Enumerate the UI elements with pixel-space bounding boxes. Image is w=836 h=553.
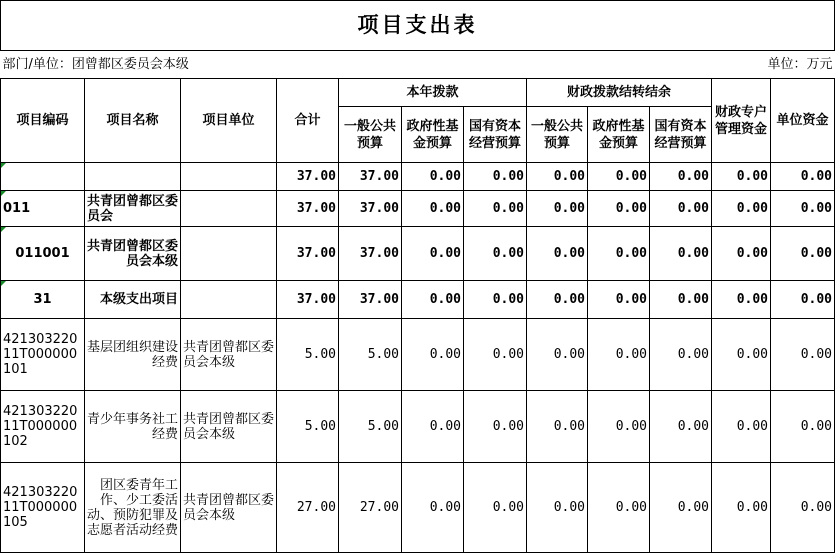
table-row [1, 163, 835, 191]
header-carry-state-capital: 国有资本经营预算 [650, 107, 712, 163]
amount-cell: 0.00 [527, 391, 588, 463]
amount-cell: 0.00 [650, 319, 712, 391]
amount-cell: 0.00 [527, 163, 588, 191]
project-unit-cell: 共青团曾都区委员会本级 [181, 463, 277, 553]
table-row [1, 281, 835, 319]
amount-cell: 0.00 [650, 163, 712, 191]
table-row [1, 191, 835, 227]
table-body [1, 163, 835, 553]
amount-cell: 0.00 [588, 391, 650, 463]
project-code-cell: 011 [1, 191, 85, 227]
amount-cell: 0.00 [464, 191, 527, 227]
project-code-cell: 42130322011T000000101 [1, 319, 85, 391]
header-unit: 项目单位 [181, 79, 277, 163]
amount-cell: 0.00 [650, 281, 712, 319]
header-gov-fund: 政府性基金预算 [402, 107, 464, 163]
project-unit-cell: 共青团曾都区委员会本级 [181, 319, 277, 391]
amount-cell: 0.00 [588, 191, 650, 227]
amount-cell: 5.00 [339, 319, 402, 391]
project-unit-cell [181, 163, 277, 191]
amount-cell: 0.00 [771, 163, 835, 191]
header-name: 项目名称 [85, 79, 181, 163]
header-code: 项目编码 [1, 79, 85, 163]
header-carry-general: 一般公共预算 [527, 107, 588, 163]
header-carry-gov-fund: 政府性基金预算 [588, 107, 650, 163]
header-total: 合计 [277, 79, 339, 163]
amount-cell: 0.00 [464, 163, 527, 191]
amount-cell: 37.00 [339, 227, 402, 281]
amount-cell: 0.00 [712, 319, 771, 391]
amount-cell: 0.00 [650, 391, 712, 463]
amount-cell: 0.00 [712, 191, 771, 227]
header-carry-group: 财政拨款结转结余 [527, 79, 712, 107]
amount-cell: 0.00 [712, 163, 771, 191]
project-unit-cell [181, 227, 277, 281]
amount-cell: 0.00 [464, 281, 527, 319]
table-row [1, 319, 835, 391]
header-current-group: 本年拨款 [339, 79, 527, 107]
amount-cell: 0.00 [402, 163, 464, 191]
amount-cell: 27.00 [277, 463, 339, 553]
table-row [1, 463, 835, 553]
amount-cell: 0.00 [527, 319, 588, 391]
project-name-cell: 共青团曾都区委员会本级 [85, 227, 181, 281]
amount-cell: 0.00 [527, 191, 588, 227]
amount-cell: 0.00 [771, 281, 835, 319]
amount-cell: 0.00 [527, 227, 588, 281]
project-code-cell: 42130322011T000000105 [1, 463, 85, 553]
amount-cell: 0.00 [771, 191, 835, 227]
amount-cell: 0.00 [402, 391, 464, 463]
amount-cell: 37.00 [339, 191, 402, 227]
project-name-cell [85, 163, 181, 191]
amount-cell: 37.00 [339, 281, 402, 319]
amount-cell: 0.00 [588, 281, 650, 319]
header-general: 一般公共预算 [339, 107, 402, 163]
project-name-cell: 青少年事务社工经费 [85, 391, 181, 463]
project-code-cell: 42130322011T000000102 [1, 391, 85, 463]
amount-cell: 0.00 [402, 227, 464, 281]
amount-cell: 37.00 [277, 191, 339, 227]
project-name-cell: 基层团组织建设经费 [85, 319, 181, 391]
project-name-cell: 团区委青年工作、少工委活动、预防犯罪及志愿者活动经费 [85, 463, 181, 553]
project-code-cell: 011001 [1, 227, 85, 281]
amount-cell: 0.00 [402, 281, 464, 319]
amount-cell: 37.00 [339, 163, 402, 191]
amount-cell: 0.00 [527, 463, 588, 553]
amount-cell: 0.00 [464, 319, 527, 391]
amount-cell: 0.00 [402, 463, 464, 553]
amount-cell: 5.00 [277, 319, 339, 391]
amount-cell: 0.00 [650, 463, 712, 553]
amount-cell: 0.00 [464, 227, 527, 281]
project-code-cell [1, 163, 85, 191]
amount-cell: 37.00 [277, 281, 339, 319]
header-unit-fund: 单位资金 [771, 79, 835, 163]
amount-cell: 0.00 [588, 227, 650, 281]
amount-cell: 0.00 [588, 463, 650, 553]
project-unit-cell [181, 281, 277, 319]
amount-cell: 0.00 [771, 319, 835, 391]
amount-cell: 0.00 [771, 463, 835, 553]
amount-cell: 0.00 [464, 391, 527, 463]
amount-cell: 0.00 [712, 463, 771, 553]
project-unit-cell [181, 191, 277, 227]
project-code-cell: 31 [1, 281, 85, 319]
amount-cell: 0.00 [588, 319, 650, 391]
amount-cell: 37.00 [277, 227, 339, 281]
amount-cell: 0.00 [771, 391, 835, 463]
amount-cell: 0.00 [650, 191, 712, 227]
table-row [1, 227, 835, 281]
amount-cell: 5.00 [339, 391, 402, 463]
amount-cell: 0.00 [712, 227, 771, 281]
amount-cell: 0.00 [771, 227, 835, 281]
amount-cell: 0.00 [650, 227, 712, 281]
amount-cell: 5.00 [277, 391, 339, 463]
amount-cell: 0.00 [527, 281, 588, 319]
header-special-mgmt: 财政专户管理资金 [712, 79, 771, 163]
page-title: 项目支出表 [1, 1, 835, 51]
amount-cell: 0.00 [464, 463, 527, 553]
amount-cell: 0.00 [712, 281, 771, 319]
amount-cell: 27.00 [339, 463, 402, 553]
project-name-cell: 本级支出项目 [85, 281, 181, 319]
header-state-capital: 国有资本经营预算 [464, 107, 527, 163]
project-name-cell: 共青团曾都区委员会 [85, 191, 181, 227]
amount-cell: 0.00 [402, 191, 464, 227]
amount-cell: 0.00 [712, 391, 771, 463]
project-unit-cell: 共青团曾都区委员会本级 [181, 391, 277, 463]
dept-label: 部门/单位：团曾都区委员会本级 [2, 57, 189, 72]
table-row [1, 391, 835, 463]
unit-label: 单位：万元 [767, 57, 833, 72]
amount-cell: 0.00 [402, 319, 464, 391]
amount-cell: 37.00 [277, 163, 339, 191]
amount-cell: 0.00 [588, 163, 650, 191]
